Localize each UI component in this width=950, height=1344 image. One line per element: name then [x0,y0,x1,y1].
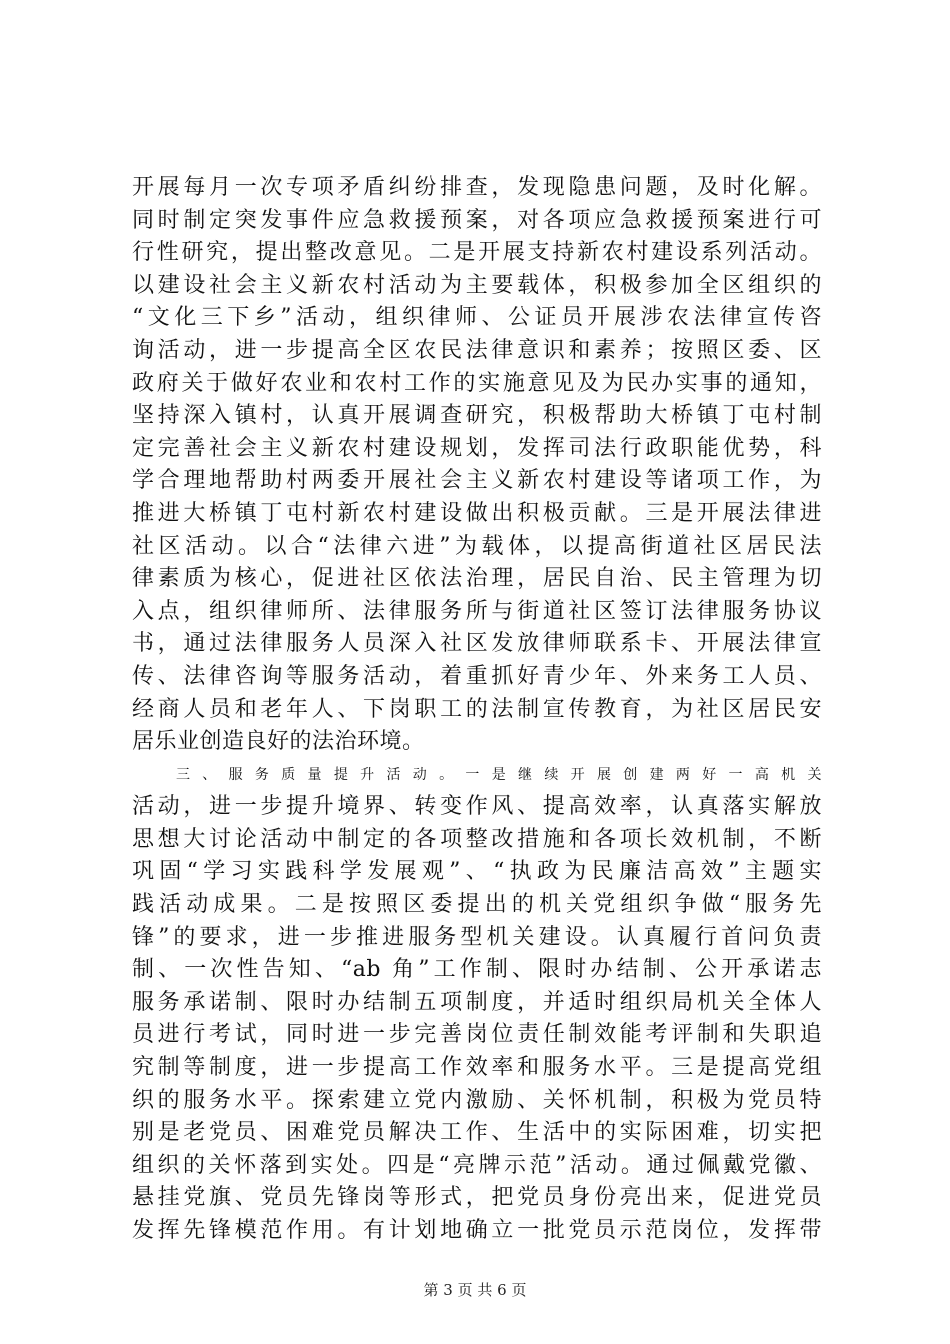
text-line: 开展每月一次专项矛盾纠纷排查，发现隐患问题，及时化解。 [132,175,822,200]
text-line: 入点，组织律师所、法律服务所与街道社区签订法律服务协议 [132,598,822,624]
text-line: 组织的关怀落到实处。四是“亮牌示范”活动。通过佩戴党徽、 [132,1152,822,1178]
text-line: 学合理地帮助村两委开展社会主义新农村建设等诸项工作，为 [132,468,822,494]
text-line: 行性研究，提出整改意见。二是开展支持新农村建设系列活动。 [132,240,822,266]
text-line: 织的服务水平。探索建立党内激励、关怀机制，积极为党员特 [132,1087,822,1113]
text-line: 思想大讨论活动中制定的各项整改措施和各项长效机制，不断 [132,826,822,852]
text-line: 坚持深入镇村，认真开展调查研究，积极帮助大桥镇丁屯村制 [132,403,822,429]
text-line: 践活动成果。二是按照区委提出的机关党组织争做“服务先 [132,892,822,918]
text-line: 推进大桥镇丁屯村新农村建设做出积极贡献。三是开展法律进 [132,500,822,526]
text-line: 员进行考试，同时进一步完善岗位责任制效能考评制和失职追 [132,1022,822,1048]
page-number-footer: 第 3 页 共 6 页 [423,1281,527,1299]
text-line: 发挥先锋模范作用。有计划地确立一批党员示范岗位，发挥带 [132,1218,822,1243]
text-line: 政府关于做好农业和农村工作的实施意见及为民办实事的通知， [132,370,822,396]
text-line: 书，通过法律服务人员深入社区发放律师联系卡、开展法律宣 [132,631,822,657]
text-line: 活动，进一步提升境界、转变作风、提高效率，认真落实解放 [132,794,822,820]
text-line: 服务承诺制、限时办结制五项制度，并适时组织局机关全体人 [132,989,822,1015]
text-line: 悬挂党旗、党员先锋岗等形式，把党员身份亮出来，促进党员 [132,1185,822,1211]
text-line: 制、一次性告知、“ab 角”工作制、限时办结制、公开承诺志 [132,957,822,983]
text-line: 经商人员和老年人、下岗职工的法制宣传教育，为社区居民安 [132,696,822,722]
text-line: 居乐业创造良好的法治环境。 [132,729,425,755]
body-text [132,172,822,1248]
text-line: 传、法律咨询等服务活动，着重抓好青少年、外来务工人员、 [132,663,822,689]
text-line: 锋”的要求，进一步推进服务型机关建设。认真履行首问负责 [132,924,822,950]
text-line: 同时制定突发事件应急救援预案，对各项应急救援预案进行可 [132,207,822,233]
text-line: 定完善社会主义新农村建设规划，发挥司法行政职能优势，科 [132,435,822,461]
text-line: 巩固“学习实践科学发展观”、“执政为民廉洁高效”主题实 [132,859,822,885]
text-line: 三、服务质量提升活动。一是继续开展创建两好一高机关 [176,766,822,783]
text-line: “文化三下乡”活动，组织律师、公证员开展涉农法律宣传咨 [132,305,822,331]
text-line: 询活动，进一步提高全区农民法律意识和素养；按照区委、区 [132,337,822,363]
text-line: 以建设社会主义新农村活动为主要载体，积极参加全区组织的 [132,272,822,298]
text-line: 律素质为核心，促进社区依法治理，居民自治、民主管理为切 [132,566,822,592]
text-line: 究制等制度，进一步提高工作效率和服务水平。三是提高党组 [132,1055,822,1081]
text-line: 社区活动。以合“法律六进”为载体，以提高街道社区居民法 [132,533,822,559]
text-line: 别是老党员、困难党员解决工作、生活中的实际困难，切实把 [132,1120,822,1146]
